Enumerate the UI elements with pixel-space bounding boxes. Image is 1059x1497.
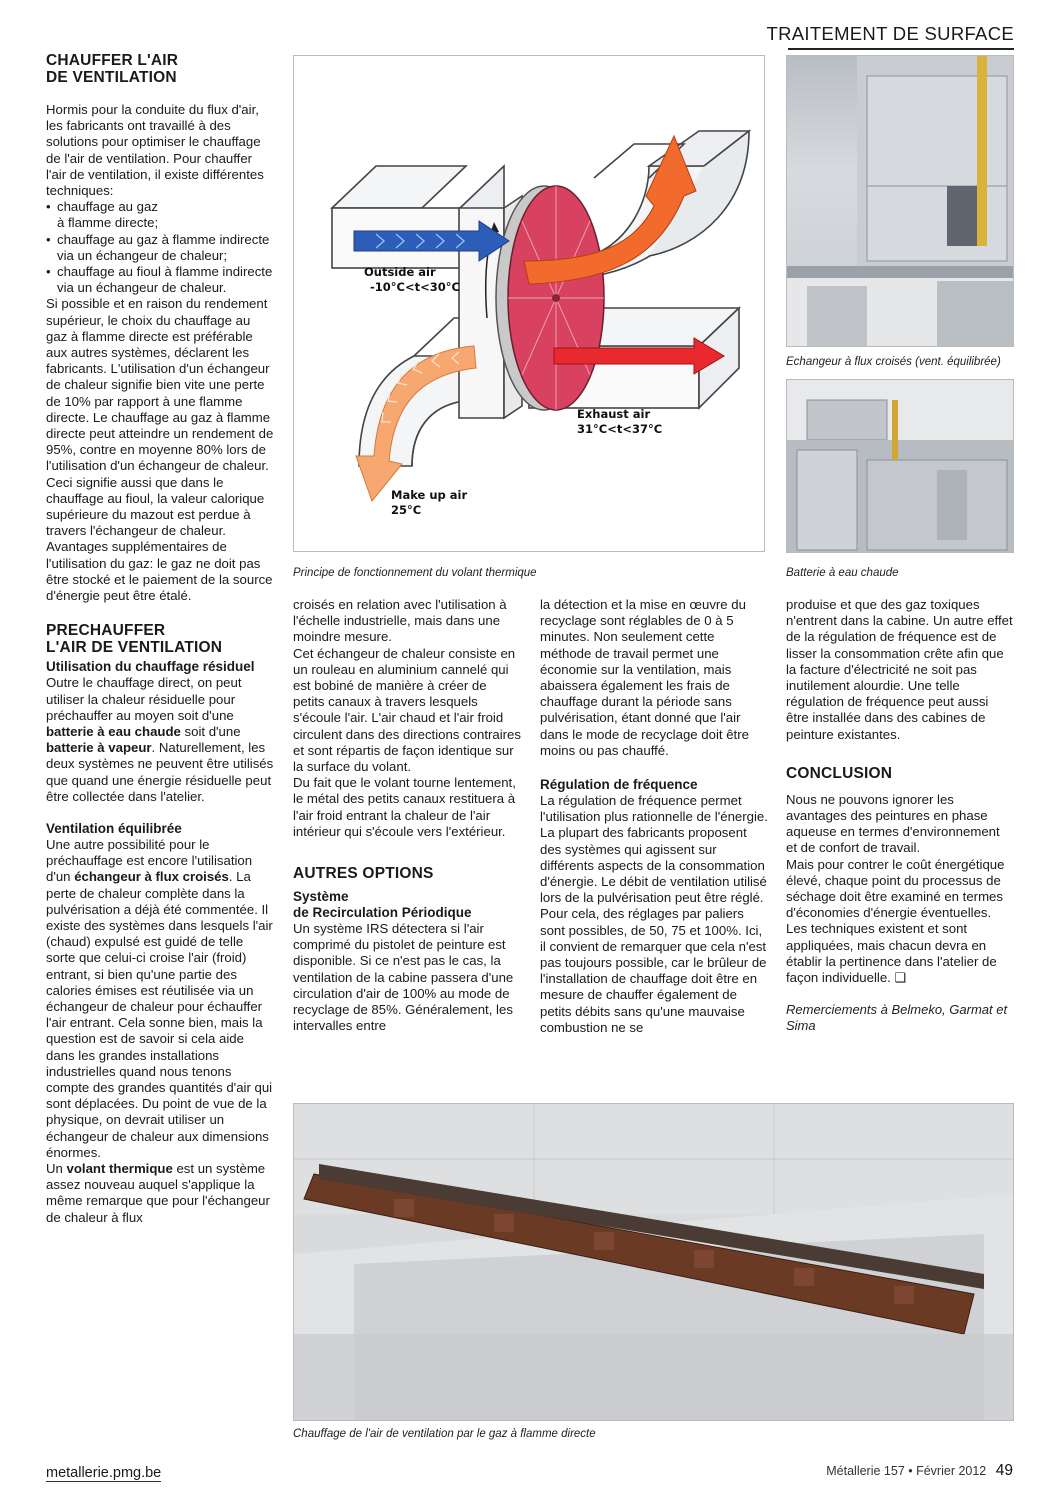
heading-autres-options: AUTRES OPTIONS bbox=[293, 865, 434, 883]
subheading-recirculation: Système de Recirculation Périodique bbox=[293, 889, 472, 921]
paragraph: Mais pour contrer le coût énergétique élevé, chaque point du processus de séchage doit être examiné en termes d'économies d'énergie éventuelles. bbox=[786, 856, 1005, 921]
technique-list bbox=[46, 199, 274, 296]
issue-label: Métallerie 157 • Février 2012 bbox=[826, 1464, 987, 1478]
label-exhaust-air: Exhaust air bbox=[577, 407, 651, 421]
paragraph: Un volant thermique est un système assez nouveau auquel s'applique la même remarque que pour l'échangeur de chaleur à flux bbox=[46, 1160, 270, 1225]
thanks: Remerciements à Belmeko, Garmat et Sima bbox=[786, 1002, 1008, 1034]
paragraph: Du fait que le volant tourne lentement, le métal des petits canaux restituera à l'air froid entrant la chaleur de l'air intérieur qui s'écoule vers l'extérieur. bbox=[293, 775, 516, 839]
subheading-residuel: Utilisation du chauffage résiduel bbox=[46, 659, 255, 675]
exchanger-illustration bbox=[787, 56, 1013, 346]
heading-conclusion: CONCLUSION bbox=[786, 764, 893, 782]
paragraph: Un système IRS détectera si l'air comprimé du pistolet de peinture est disponible. Si ce n'est pas le cas, la ventilation de la cabine passera d'une circulation d'air de 100% au mode de recyclage de 85%. Généralement, les intervalles entre bbox=[293, 921, 514, 1034]
burner-photo bbox=[293, 1103, 1014, 1421]
end-mark: ❑ bbox=[894, 970, 907, 986]
label-outside-air: Outside air bbox=[364, 265, 436, 279]
burner-illustration bbox=[294, 1104, 1013, 1420]
list-item: • chauffage au gaz à flamme directe; bbox=[46, 199, 274, 231]
section-title: TRAITEMENT DE SURFACE bbox=[766, 23, 1014, 44]
exchanger-caption: Echangeur à flux croisés (vent. équilibrée) bbox=[786, 356, 1001, 368]
heading-chauffer: CHAUFFER L'AIR DE VENTILATION bbox=[46, 52, 179, 86]
burner-caption: Chauffage de l'air de ventilation par le gaz à flamme directe bbox=[293, 1428, 596, 1440]
label-makeup-temp: 25°C bbox=[391, 503, 422, 517]
paragraph: Nous ne pouvons ignorer les avantages des peintures en phase aqueuse en termes d'environnement et de confort de travail. bbox=[786, 791, 1000, 856]
footer-issue bbox=[826, 1462, 1013, 1480]
page-number: 49 bbox=[995, 1462, 1013, 1479]
paragraph: La régulation de fréquence permet l'utilisation plus rationnelle de l'énergie. La plupart des fabricants proposent des systèmes qui agissent sur différents aspects de la consommation d'énergie. Le débit de ventilation utilisé lors de la pulvérisation peut être réglé. Pour cela, des réglages par paliers sont possibles, de 50, 75 et 100%. Ici, il convient de remarquer que cela n'est pas toujours possible, car le brûleur de l'installation de chauffage doit être en mesure de chauffer également de petits débits sans qu'une mauvaise combustion ne se bbox=[540, 793, 768, 1035]
subheading-ventilation: Ventilation équilibrée bbox=[46, 820, 182, 836]
label-makeup-air: Make up air bbox=[391, 488, 468, 502]
exchanger-photo bbox=[786, 55, 1014, 347]
column-4 bbox=[786, 597, 1014, 1034]
list-item: • chauffage au fioul à flamme indirecte via un échangeur de chaleur. bbox=[46, 264, 274, 296]
paragraph: croisés en relation avec l'utilisation à l'échelle industrielle, mais dans une moindre mesure. bbox=[293, 597, 507, 645]
paragraph: la détection et la mise en œuvre du recyclage sont réglables de 0 à 5 minutes. Non seulement cette méthode de travail permet une économie sur la ventilation, mais abaissera également les frais de chauffage durant la période sans pulvérisation, étant donné que l'air dans le mode de recyclage doit être moins ou pas chauffé. bbox=[540, 597, 749, 758]
subheading-frequence: Régulation de fréquence bbox=[540, 777, 698, 793]
paragraph: Une autre possibilité pour le préchauffage est encore l'utilisation d'un échangeur à flux croisés. La perte de chaleur complète dans la pulvérisation a déjà été commentée. Il existe des systèmes dans lesquels l'air (chaud) expulsé est guidé de telle sorte que celui-ci croise l'air (froid) entrant, si bien qu'une partie des calories émises est réutilisée via un échangeur de chaleur pour échauffer l'air entrant. Cela sonne bien, mais la question est de savoir si cela aide dans les grandes installations industrielles quand nous tenons compte des grandes quantités d'air qui sont déplacées. Du point de vue de la physique, on devrait utiliser un échangeur de chaleur aux dimensions énormes. bbox=[46, 836, 273, 1160]
column-2 bbox=[293, 597, 521, 1034]
paragraph: Les techniques existent et sont appliquées, mais chacun devra en établir la pertinence dans l'atelier de façon individuelle. ❑ bbox=[786, 921, 997, 986]
paragraph: Outre le chauffage direct, on peut utiliser la chaleur résiduelle pour préchauffer au moyen soit d'une batterie à eau chaude soit d'une batterie à vapeur. Naturellement, les deux systèmes ne peuvent être utilisés que quand une énergie résiduelle peut être collectée dans l'atelier. bbox=[46, 675, 274, 804]
label-exhaust-temp: 31°C<t<37°C bbox=[577, 422, 663, 436]
heading-prechauffer: PRECHAUFFER L'AIR DE VENTILATION bbox=[46, 622, 223, 657]
thermal-wheel-diagram bbox=[293, 55, 765, 552]
battery-illustration bbox=[787, 380, 1013, 552]
battery-photo bbox=[786, 379, 1014, 553]
paragraph: Si possible et en raison du rendement supérieur, le choix du chauffage au gaz à flamme directe est préférable aux autres systèmes, déclarent les fabricants. L'utilisation d'un échangeur de chaleur signifie bien vite une perte de 10% par rapport à une flamme directe. Le chauffage au gaz à flamme directe peut atteindre un rendement de 95%, contre en moyenne 80% lors de l'utilisation d'un échangeur de chaleur. Ceci signifie aussi que dans le chauffage au fioul, la valeur calorique supérieure du mazout est perdue à travers l'échangeur de chaleur. Avantages supplémentaires de l'utilisation du gaz: le gaz ne doit pas être stocké et le paiement de la source d'énergie peut être étalé. bbox=[46, 296, 274, 604]
footer-site[interactable]: metallerie.pmg.be bbox=[46, 1465, 162, 1481]
paragraph: Hormis pour la conduite du flux d'air, les fabricants ont travaillé à des solutions pour optimiser le chauffage de l'air de ventilation. Pour chauffer l'air de ventilation, il existe différentes techniques: bbox=[46, 102, 264, 199]
battery-caption: Batterie à eau chaude bbox=[786, 567, 899, 579]
diagram-drawing bbox=[294, 56, 764, 551]
label-outside-temp: -10°C<t<30°C bbox=[370, 280, 460, 294]
diagram-caption: Principe de fonctionnement du volant thermique bbox=[293, 567, 537, 579]
column-3 bbox=[540, 597, 768, 1036]
list-item: • chauffage au gaz à flamme indirecte via un échangeur de chaleur; bbox=[46, 232, 274, 264]
section-header bbox=[766, 22, 1014, 50]
paragraph: produise et que des gaz toxiques n'entrent dans la cabine. Un autre effet de la régulation de fréquence est de lisser la consommation crête afin que la facture d'électricité ne soit pas inutilement alourdie. Une telle régulation de fréquence peut aussi être installée dans des cabines de peinture existantes. bbox=[786, 597, 1013, 742]
paragraph: Cet échangeur de chaleur consiste en un rouleau en aluminium cannelé qui est bobiné de manière à créer de petits canaux à travers lesquels s'écoule l'air. L'air chaud et l'air froid circulent dans des directions contraires et sont répartis de façon identique sur la surface du volant. bbox=[293, 645, 521, 775]
column-1 bbox=[46, 52, 274, 1226]
